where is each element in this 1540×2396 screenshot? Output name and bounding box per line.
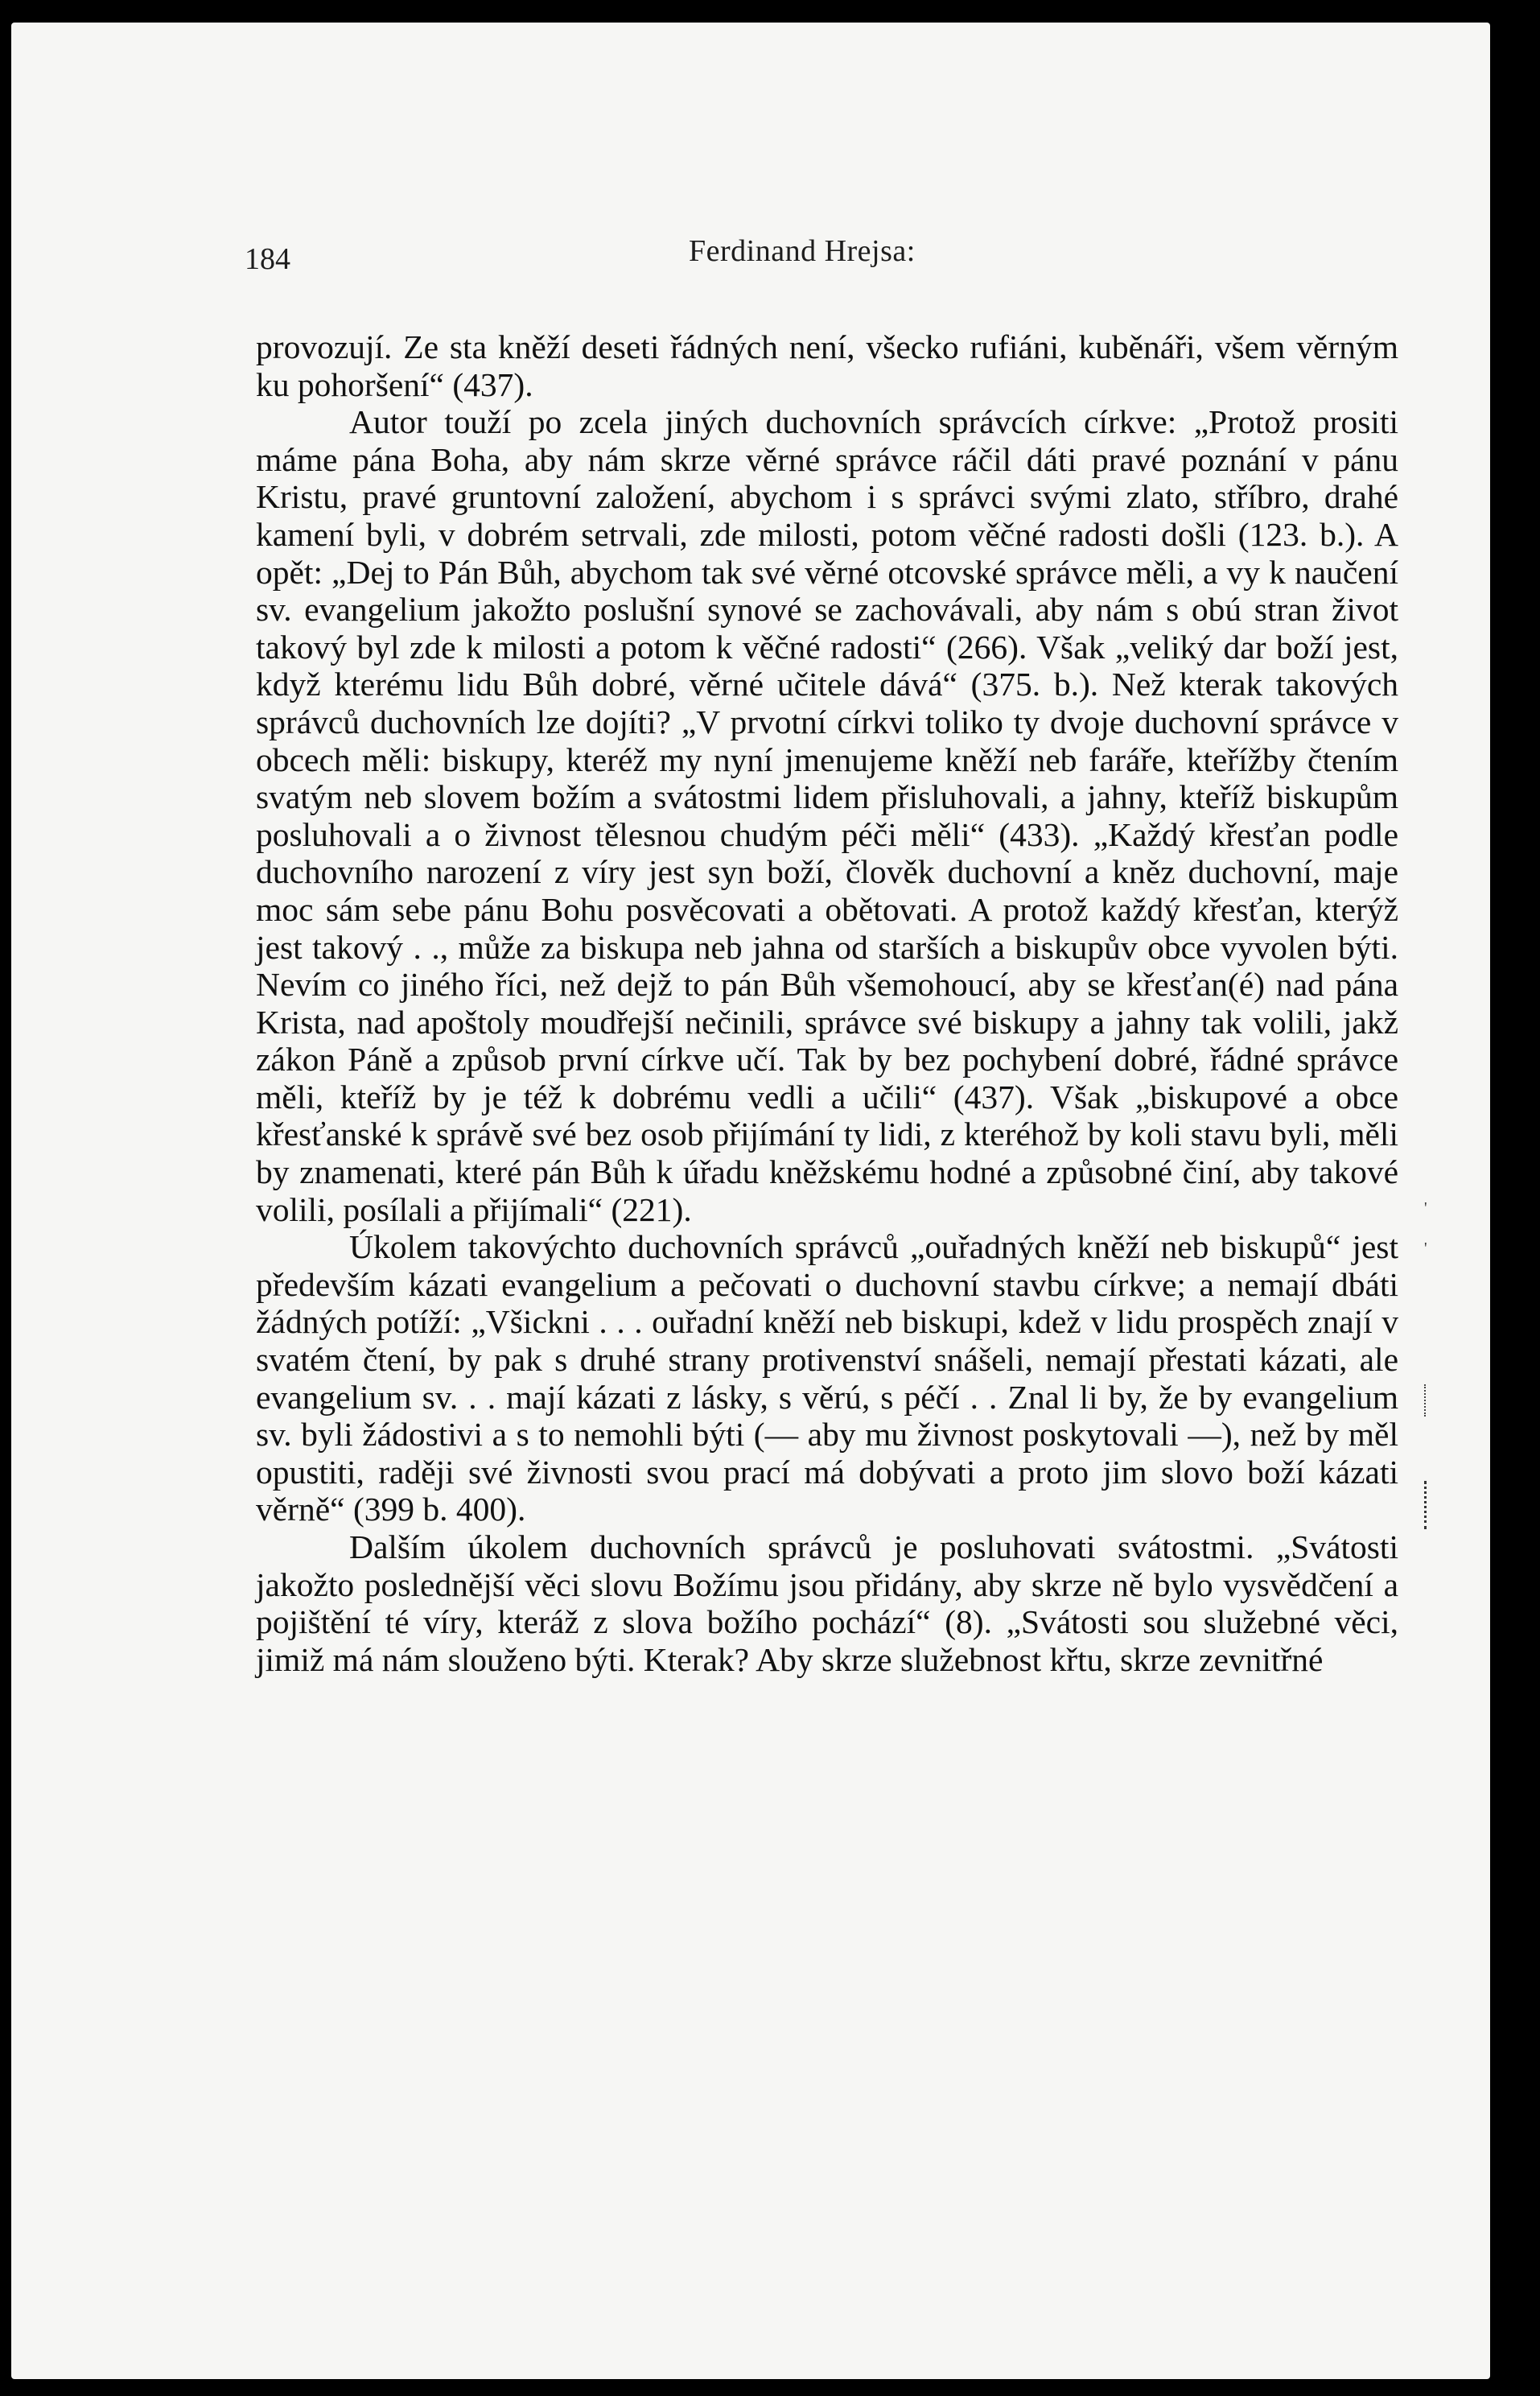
paragraph-3: Úkolem takovýchto duchovních správců „ouřadných kněží neb biskupů“ jest především kázati evangelium a pečovati o duchovní stavbu církve; a nemají dbáti žádných potíží: „Všickni . . . ouřadní kněží neb biskupi, kdež v lidu prospěch znají v svatém čtení, by pak s druhé strany protivenství snášeli, nemají přestati kázati, ale evangelium sv. . . mají kázati z lásky, s věrú, s péčí . . Znal li by, že by evangelium sv. byli žádostivi a s to nemohli býti (— aby mu živnost poskytovali —), než by měl opustiti, raději své živnosti svou prací má dobývati a proto jim slovo boží kázati věrně“ (399 b. 400). (256, 1228, 1398, 1528)
margin-speck: ' (1424, 1199, 1427, 1217)
margin-smudge (1424, 1384, 1434, 1417)
margin-smudge (1424, 1481, 1435, 1529)
running-head: Ferdinand Hrejsa: (689, 234, 916, 268)
margin-speck: ' (1424, 1239, 1427, 1257)
paragraph-2: Autor touží po zcela jiných duchovních správcích církve: „Protož prositi máme pána Boha, aby nám skrze věrné správce ráčil dáti pravé poznání v pánu Kristu, pravé gruntovní založení, abychom i s správci svými zlato, stříbro, drahé kamení byli, v dobrém setrvali, zde milosti, potom věčné radosti došli (123. b.). A opět: „Dej to Pán Bůh, abychom tak své věrné otcovské správce měli, a vy k naučení sv. evangelium jakožto poslušní synové se zachovávali, aby nám s obú stran život takový byl zde k milosti a potom k věčné radosti“ (266). Však „veliký dar boží jest, když kterému lidu Bůh dobré, věrné učitele dává“ (375. b.). Než kterak takových správců duchovních lze dojíti? „V prvotní církvi toliko ty dvoje duchovní správce v obcech měli: biskupy, kteréž my nyní jmenujeme kněží neb faráře, kteřížby čtením svatým neb slovem božím a svátostmi lidem přisluhovali, a jahny, kteříž biskupům posluhovali a o živnost tělesnou chudým péči měli“ (433). „Každý křesťan podle duchovního narození z víry jest syn boží, člověk duchovní a kněz duchovní, maje moc sám sebe pánu Bohu posvěcovati a obětovati. A protož každý křesťan, kterýž jest takový . ., může za biskupa neb jahna od starších a biskupův obce vyvolen býti. Nevím co jiného říci, než dejž to pán Bůh všemohoucí, aby se křesťan(é) nad pána Krista, nad apoštoly moudřejší nečinili, správce své biskupy a jahny tak volili, jakž zákon Páně a způsob první církve učí. Tak by bez pochybení dobré, řádné správce měli, kteříž by je též k dobrému vedli a učili“ (437). Však „biskupové a obce křesťanské k správě své bez osob přijímání ty lidi, z kteréhož by koli stavu byli, měli by znamenati, které pán Bůh k úřadu kněžskému hodné a způsobné činí, aby takové volili, posílali a přijímali“ (221). (256, 403, 1398, 1228)
page-number: 184 (245, 242, 290, 276)
body-text (256, 328, 1398, 1678)
page-header (245, 233, 1400, 282)
paragraph-1: provozují. Ze sta kněží deseti řádných není, všecko rufiáni, kuběnáři, všem věrným ku pohoršení“ (437). (256, 328, 1398, 403)
paragraph-4: Dalším úkolem duchovních správců je posluhovati svátostmi. „Svátosti jakožto poslednější věci slovu Božímu jsou přidány, aby skrze ně bylo vysvědčení a pojištění té víry, kteráž z slova božího pochází“ (8). „Svátosti sou služebné věci, jimiž má nám slouženo býti. Kterak? Aby skrze služebnost křtu, skrze zevnitřné (256, 1528, 1398, 1678)
